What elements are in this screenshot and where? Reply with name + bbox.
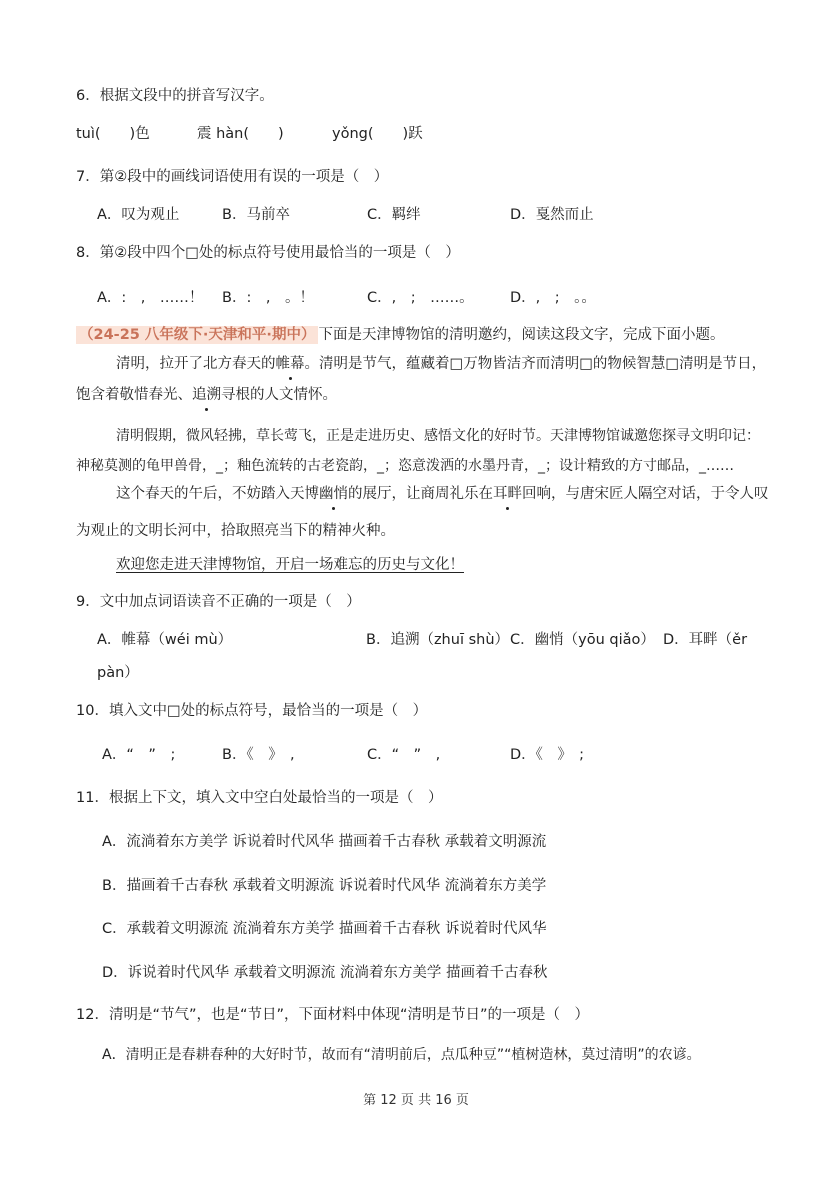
q11-option-c: C．承载着文明源流 流淌着东方美学 描画着千古春秋 诉说着时代风华 [102, 921, 547, 937]
q11-option-b: B．描画着千古春秋 承载着文明源流 诉说着时代风华 流淌着东方美学 [102, 878, 547, 894]
q10-stem: 10．填入文中□处的标点符号，最恰当的一项是（ ） [76, 703, 428, 719]
passage-header [76, 325, 724, 345]
q12-stem: 12．清明是“节气”，也是“节日”，下面材料中体现“清明是节日”的一项是（ ） [76, 1007, 590, 1023]
q7-option-b: B．马前卒 [222, 207, 290, 223]
q11-stem: 11．根据上下文，填入文中空白处最恰当的一项是（ ） [76, 790, 443, 806]
q8-option-a: A．: , ……！ [97, 290, 204, 306]
dotted-word-youqiao: 幽悄 [319, 486, 348, 502]
q10-option-c: C．“ ” , [367, 747, 441, 763]
text-run: 寻根的人文情怀。 [221, 387, 337, 403]
q6-item-2: 震 hàn( ) [197, 126, 284, 142]
passage-p1-line2 [76, 385, 337, 405]
q10-option-b: B．《 》 , [222, 747, 295, 763]
text-run: 饱含着敬惜春光、 [76, 387, 192, 403]
q11-option-a: A．流淌着东方美学 诉说着时代风华 描画着千古春秋 承载着文明源流 [102, 834, 547, 850]
dotted-word-erpan: 耳畔 [493, 486, 522, 502]
q8-stem: 8．第②段中四个□处的标点符号使用最恰当的一项是（ ） [76, 245, 460, 261]
q6-item-1: tuì( )色 [76, 126, 150, 142]
q8-option-d: D．, ; 。。 [510, 290, 596, 306]
page-footer: 第 12 页 共 16 页 [363, 1093, 469, 1108]
q8-option-b: B．: , 。！ [222, 290, 314, 306]
passage-intro: 下面是天津博物馆的清明邀约，阅读这段文字，完成下面小题。 [318, 327, 725, 343]
q12-option-a: A．清明正是春耕春种的大好时节，故而有“清明前后，点瓜种豆”“植树造林，莫过清明”的农谚。 [102, 1047, 701, 1063]
passage-p3-line1 [116, 484, 769, 504]
q9-option-d-wrap: pàn） [97, 665, 139, 681]
dotted-word-weimu: 帷幕 [275, 356, 305, 372]
q11-option-d: D．诉说着时代风华 承载着文明源流 流淌着东方美学 描画着千古春秋 [102, 965, 548, 981]
q7-option-c: C．羁绊 [367, 207, 421, 223]
passage-p4: 欢迎您走进天津博物馆，开启一场难忘的历史与文化！ [116, 557, 464, 573]
q9-option-a: A．帷幕（wéi mù） [97, 632, 233, 648]
q7-option-d: D．戛然而止 [510, 207, 594, 223]
source-tag: （24-25 八年级下·天津和平·期中） [76, 326, 318, 344]
text-run: 。清明是节气，蕴藏着□万物皆洁齐而清明□的物候智慧□清明是节日， [304, 356, 767, 372]
q9-stem: 9．文中加点词语读音不正确的一项是（ ） [76, 594, 361, 610]
text-run: 的展厅，让商周礼乐在 [348, 486, 493, 502]
q6-stem: 6．根据文段中的拼音写汉字。 [76, 88, 274, 104]
dotted-word-zhuisu: 追溯 [192, 387, 221, 403]
q10-option-d: D．《 》 ; [510, 747, 585, 763]
passage-p2-line1: 清明假期，微风轻拂，草长莺飞，正是走进历史、感悟文化的好时节。天津博物馆诚邀您探寻文明印记： [116, 428, 760, 444]
passage-p1-line1 [116, 354, 766, 374]
passage-p2-line2: 神秘莫测的龟甲兽骨，_；釉色流转的古老瓷韵，_；恣意泼洒的水墨丹青，_；设计精致的方寸邮品，_…… [76, 458, 734, 474]
q7-option-a: A．叹为观止 [97, 207, 180, 223]
q6-item-3: yǒng( )跃 [332, 126, 423, 142]
text-run: 清明，拉开了北方春天的 [116, 356, 276, 372]
q10-option-a: A．“ ” ; [102, 747, 176, 763]
text-run: 这个春天的午后，不妨踏入天博 [116, 486, 319, 502]
q7-stem: 7．第②段中的画线词语使用有误的一项是（ ） [76, 169, 389, 185]
text-run: 回响，与唐宋匠人隔空对话，于令人叹 [522, 486, 769, 502]
q8-option-c: C．, ; ……。 [367, 290, 474, 306]
q9-option-b: B．追溯（zhuī shù） [366, 632, 510, 648]
q9-option-d: D．耳畔（ěr [663, 632, 748, 648]
q9-option-c: C．幽悄（yōu qiǎo） [510, 632, 655, 648]
passage-p3-line2: 为观止的文明长河中，拾取照亮当下的精神火种。 [76, 523, 395, 539]
